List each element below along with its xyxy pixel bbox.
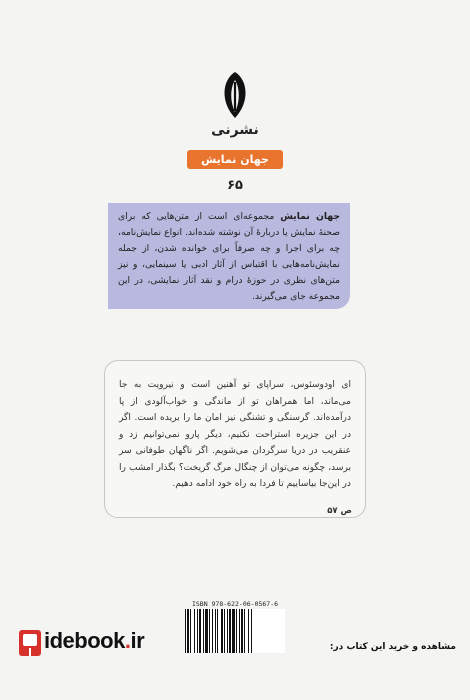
series-description (108, 203, 350, 309)
book-excerpt (104, 360, 366, 518)
barcode-block (185, 600, 285, 653)
brand-dot: . (124, 628, 131, 653)
series-number: ۶۵ (227, 178, 243, 193)
brand-tld: ir (130, 628, 145, 653)
buy-link-text[interactable]: مشاهده و خرید این کتاب در: (329, 642, 456, 652)
publisher-name: نشرنی (211, 122, 259, 138)
series-tag: جهان نمایش (187, 150, 283, 169)
excerpt-text: ای اودوسئوس، سراپای تو آهنین است و نیرویت به جا می‌ماند، اما همراهان تو از ماندگی و خواب‌آلودی از پا درآمده‌اند. گرسنگی و تشنگی نیز امان ما را بریده است. اگر در این جزیره استراحت نکنیم، دیگر پارو نمی‌توانیم زد و عنقریب در دریا سرگردان می‌شویم. اگر ناگهان طوفانی سر برسد، چگونه می‌توان از چنگال مرگ گریخت؟ بگذار امشب را در این‌جا بیاساییم تا فردا به راه خود ادامه دهیم. (119, 380, 351, 489)
blurb-text: مجموعه‌ای است از متن‌هایی که برای صحنهٔ نمایش یا دربارهٔ آن نوشته شده‌اند. انواع نمایش‌نامه، چه برای اجرا و چه صرفاً برای خوانده شدن، از جمله نمایش‌نامه‌هایی با اقتباس از آثار ادبی یا سینمایی، و نیز متن‌های نظری در حوزهٔ درام و نقد آثار نمایشی، در این مجموعه جای می‌گیرند. (118, 211, 340, 302)
book-icon[interactable] (18, 628, 42, 658)
barcode (185, 609, 285, 653)
brand-main: idebook (44, 628, 125, 653)
ney-logo-icon (216, 70, 254, 120)
excerpt-page-ref: ص ۵۷ (327, 506, 352, 516)
idebook-logo[interactable] (44, 628, 144, 654)
blurb-lead: جهان نمایش (280, 211, 340, 222)
isbn-number: ISBN 978-622-06-0567-6 (191, 600, 279, 608)
